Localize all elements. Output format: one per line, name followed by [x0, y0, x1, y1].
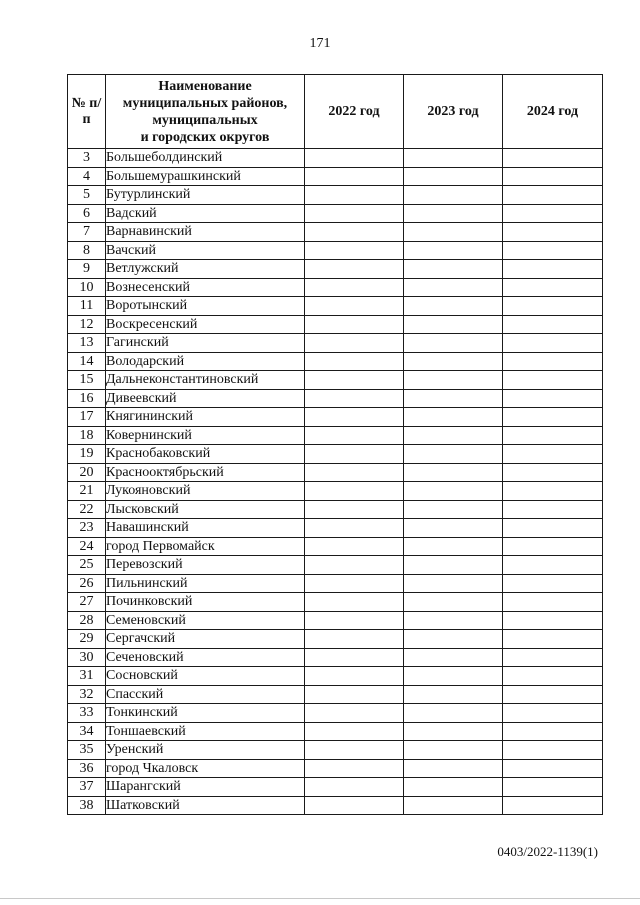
header-name-line-4: и городских округов	[140, 129, 270, 145]
table-row	[68, 648, 603, 667]
value-2023	[404, 241, 503, 260]
value-2022	[305, 537, 404, 556]
table-row	[68, 352, 603, 371]
value-2023	[404, 722, 503, 741]
value-2022	[305, 149, 404, 168]
page-number: 171	[309, 36, 331, 51]
value-2022	[305, 408, 404, 427]
value-2023	[404, 352, 503, 371]
value-2024	[503, 241, 603, 260]
value-2024	[503, 167, 603, 186]
value-2022	[305, 759, 404, 778]
value-2024	[503, 778, 603, 797]
table-row	[68, 704, 603, 723]
value-2024	[503, 500, 603, 519]
table-row	[68, 556, 603, 575]
value-2022	[305, 778, 404, 797]
row-number: 29	[68, 630, 106, 649]
table-row	[68, 463, 603, 482]
municipality-name: город Чкаловск	[106, 759, 305, 778]
value-2024	[503, 278, 603, 297]
row-number: 37	[68, 778, 106, 797]
value-2024	[503, 149, 603, 168]
table-row	[68, 186, 603, 205]
municipality-name: Спасский	[106, 685, 305, 704]
row-number: 7	[68, 223, 106, 242]
table-row	[68, 667, 603, 686]
row-number: 3	[68, 149, 106, 168]
row-number: 11	[68, 297, 106, 316]
row-number: 30	[68, 648, 106, 667]
value-2023	[404, 519, 503, 538]
table-row	[68, 759, 603, 778]
value-2024	[503, 593, 603, 612]
value-2023	[404, 537, 503, 556]
value-2022	[305, 204, 404, 223]
value-2024	[503, 482, 603, 501]
municipality-name: Шарангский	[106, 778, 305, 797]
header-name	[106, 75, 305, 149]
value-2023	[404, 611, 503, 630]
value-2023	[404, 796, 503, 815]
value-2023	[404, 223, 503, 242]
row-number: 32	[68, 685, 106, 704]
value-2024	[503, 759, 603, 778]
value-2023	[404, 778, 503, 797]
row-number: 34	[68, 722, 106, 741]
value-2022	[305, 704, 404, 723]
table-row	[68, 611, 603, 630]
municipality-name: Починковский	[106, 593, 305, 612]
value-2023	[404, 389, 503, 408]
value-2022	[305, 741, 404, 760]
value-2024	[503, 223, 603, 242]
value-2022	[305, 167, 404, 186]
table-row	[68, 371, 603, 390]
row-number: 33	[68, 704, 106, 723]
row-number: 38	[68, 796, 106, 815]
header-year-2024: 2024 год	[503, 75, 603, 149]
value-2022	[305, 445, 404, 464]
row-number: 12	[68, 315, 106, 334]
row-number: 15	[68, 371, 106, 390]
value-2023	[404, 315, 503, 334]
municipality-name: Вачский	[106, 241, 305, 260]
value-2022	[305, 241, 404, 260]
municipality-name: Княгининский	[106, 408, 305, 427]
value-2024	[503, 741, 603, 760]
row-number: 31	[68, 667, 106, 686]
value-2023	[404, 667, 503, 686]
value-2022	[305, 630, 404, 649]
value-2022	[305, 648, 404, 667]
municipality-name: Ветлужский	[106, 260, 305, 279]
table-row	[68, 278, 603, 297]
table-row	[68, 537, 603, 556]
table-header-row	[68, 75, 603, 149]
table-row	[68, 149, 603, 168]
row-number: 5	[68, 186, 106, 205]
value-2023	[404, 149, 503, 168]
row-number: 13	[68, 334, 106, 353]
value-2022	[305, 389, 404, 408]
value-2023	[404, 593, 503, 612]
value-2022	[305, 593, 404, 612]
value-2022	[305, 371, 404, 390]
value-2024	[503, 334, 603, 353]
row-number: 4	[68, 167, 106, 186]
value-2023	[404, 186, 503, 205]
value-2024	[503, 408, 603, 427]
value-2024	[503, 260, 603, 279]
municipality-name: Семеновский	[106, 611, 305, 630]
municipalities-table	[67, 74, 603, 815]
table-row	[68, 334, 603, 353]
municipality-name: Дальнеконстантиновский	[106, 371, 305, 390]
value-2024	[503, 315, 603, 334]
value-2024	[503, 371, 603, 390]
table-row	[68, 223, 603, 242]
value-2024	[503, 611, 603, 630]
table-row	[68, 260, 603, 279]
row-number: 9	[68, 260, 106, 279]
municipality-name: город Первомайск	[106, 537, 305, 556]
table-row	[68, 315, 603, 334]
header-year-2023: 2023 год	[404, 75, 503, 149]
value-2023	[404, 500, 503, 519]
value-2022	[305, 186, 404, 205]
value-2023	[404, 278, 503, 297]
value-2023	[404, 574, 503, 593]
value-2023	[404, 685, 503, 704]
table-row	[68, 630, 603, 649]
value-2024	[503, 648, 603, 667]
value-2024	[503, 667, 603, 686]
value-2023	[404, 463, 503, 482]
value-2022	[305, 315, 404, 334]
row-number: 8	[68, 241, 106, 260]
row-number: 16	[68, 389, 106, 408]
municipality-name: Сергачский	[106, 630, 305, 649]
value-2023	[404, 648, 503, 667]
value-2023	[404, 204, 503, 223]
header-name-line-2: муниципальных районов,	[122, 95, 288, 111]
municipality-name: Краснооктябрьский	[106, 463, 305, 482]
value-2023	[404, 482, 503, 501]
table-row	[68, 482, 603, 501]
row-number: 20	[68, 463, 106, 482]
value-2023	[404, 371, 503, 390]
row-number: 24	[68, 537, 106, 556]
municipality-name: Варнавинский	[106, 223, 305, 242]
municipality-name: Вознесенский	[106, 278, 305, 297]
document-code: 0403/2022-1139(1)	[497, 844, 598, 859]
municipality-name: Лысковский	[106, 500, 305, 519]
municipality-name: Ковернинский	[106, 426, 305, 445]
municipality-name: Дивеевский	[106, 389, 305, 408]
value-2024	[503, 574, 603, 593]
table-row	[68, 593, 603, 612]
value-2022	[305, 297, 404, 316]
value-2022	[305, 223, 404, 242]
header-name-line-1: Наименование	[158, 78, 252, 94]
value-2022	[305, 574, 404, 593]
table-row	[68, 167, 603, 186]
municipality-name: Шатковский	[106, 796, 305, 815]
value-2022	[305, 611, 404, 630]
value-2023	[404, 704, 503, 723]
row-number: 14	[68, 352, 106, 371]
value-2024	[503, 519, 603, 538]
municipality-name: Воротынский	[106, 297, 305, 316]
table-row	[68, 574, 603, 593]
row-number: 35	[68, 741, 106, 760]
value-2024	[503, 537, 603, 556]
value-2022	[305, 667, 404, 686]
value-2023	[404, 408, 503, 427]
value-2024	[503, 204, 603, 223]
table-row	[68, 722, 603, 741]
value-2023	[404, 741, 503, 760]
table-row	[68, 445, 603, 464]
row-number: 21	[68, 482, 106, 501]
municipality-name: Большеболдинский	[106, 149, 305, 168]
table-row	[68, 426, 603, 445]
row-number: 17	[68, 408, 106, 427]
scan-edge-line	[0, 898, 640, 899]
row-number: 6	[68, 204, 106, 223]
municipality-name: Гагинский	[106, 334, 305, 353]
value-2024	[503, 722, 603, 741]
table-row	[68, 297, 603, 316]
value-2024	[503, 630, 603, 649]
value-2022	[305, 260, 404, 279]
value-2023	[404, 445, 503, 464]
value-2022	[305, 426, 404, 445]
row-number: 28	[68, 611, 106, 630]
row-number: 26	[68, 574, 106, 593]
municipality-name: Лукояновский	[106, 482, 305, 501]
table-row	[68, 685, 603, 704]
value-2022	[305, 519, 404, 538]
table-row	[68, 519, 603, 538]
row-number: 25	[68, 556, 106, 575]
value-2023	[404, 630, 503, 649]
value-2023	[404, 556, 503, 575]
value-2022	[305, 500, 404, 519]
table-row	[68, 241, 603, 260]
value-2023	[404, 297, 503, 316]
municipality-name: Уренский	[106, 741, 305, 760]
value-2024	[503, 796, 603, 815]
value-2022	[305, 796, 404, 815]
value-2023	[404, 426, 503, 445]
value-2022	[305, 556, 404, 575]
value-2024	[503, 352, 603, 371]
value-2024	[503, 463, 603, 482]
value-2024	[503, 297, 603, 316]
value-2023	[404, 334, 503, 353]
row-number: 18	[68, 426, 106, 445]
value-2022	[305, 685, 404, 704]
table-row	[68, 204, 603, 223]
municipality-name: Пильнинский	[106, 574, 305, 593]
value-2022	[305, 463, 404, 482]
header-year-2022: 2022 год	[305, 75, 404, 149]
header-name-line-3: муниципальных	[152, 112, 258, 128]
row-number: 27	[68, 593, 106, 612]
municipality-name: Вадский	[106, 204, 305, 223]
municipality-name: Большемурашкинский	[106, 167, 305, 186]
municipality-name: Володарский	[106, 352, 305, 371]
table-row	[68, 408, 603, 427]
row-number: 23	[68, 519, 106, 538]
municipality-name: Тонкинский	[106, 704, 305, 723]
value-2024	[503, 445, 603, 464]
value-2024	[503, 704, 603, 723]
municipality-name: Сосновский	[106, 667, 305, 686]
value-2024	[503, 389, 603, 408]
value-2022	[305, 278, 404, 297]
value-2024	[503, 186, 603, 205]
row-number: 19	[68, 445, 106, 464]
table-row	[68, 796, 603, 815]
municipality-name: Тоншаевский	[106, 722, 305, 741]
municipality-name: Навашинский	[106, 519, 305, 538]
value-2023	[404, 759, 503, 778]
table-body	[68, 149, 603, 815]
value-2022	[305, 352, 404, 371]
header-number: № п/п	[68, 75, 106, 149]
value-2022	[305, 334, 404, 353]
municipality-name: Воскресенский	[106, 315, 305, 334]
municipality-name: Перевозский	[106, 556, 305, 575]
row-number: 36	[68, 759, 106, 778]
value-2024	[503, 685, 603, 704]
municipality-name: Сеченовский	[106, 648, 305, 667]
value-2024	[503, 426, 603, 445]
value-2024	[503, 556, 603, 575]
row-number: 22	[68, 500, 106, 519]
value-2023	[404, 260, 503, 279]
municipality-name: Краснобаковский	[106, 445, 305, 464]
row-number: 10	[68, 278, 106, 297]
value-2022	[305, 722, 404, 741]
table-row	[68, 500, 603, 519]
table-row	[68, 741, 603, 760]
value-2023	[404, 167, 503, 186]
municipality-name: Бутурлинский	[106, 186, 305, 205]
value-2022	[305, 482, 404, 501]
table-row	[68, 778, 603, 797]
table-row	[68, 389, 603, 408]
